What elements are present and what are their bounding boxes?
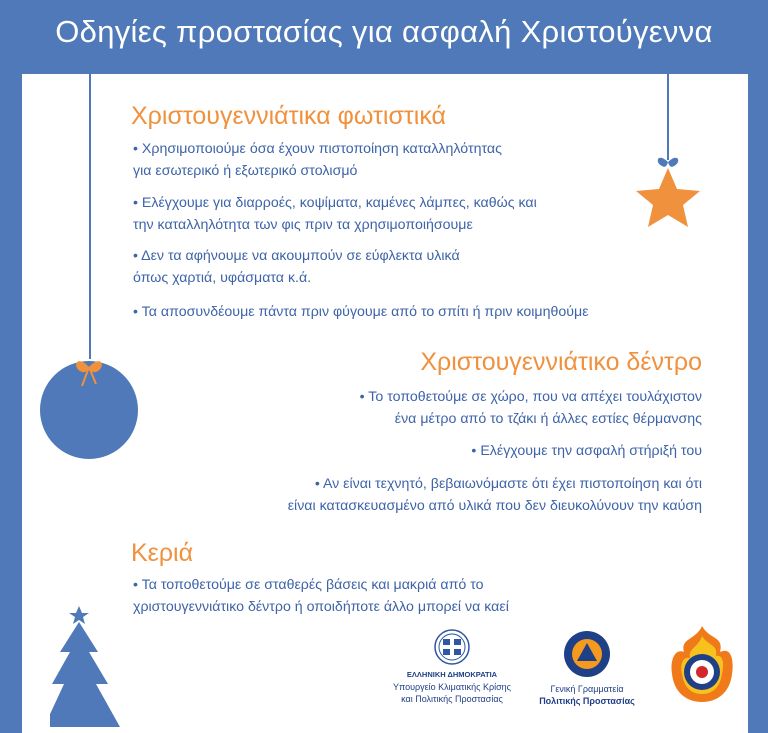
ministry-name: Υπουργείο Κλιματικής Κρίσης και Πολιτικής Προστασίας <box>393 682 511 704</box>
section-heading-lights: Χριστουγεννιάτικα φωτιστικά <box>131 102 446 130</box>
section-heading-candles: Κεριά <box>131 539 194 567</box>
bullet-tree-3: • Αν είναι τεχνητό, βεβαιωνόμαστε ότι έχει πιστοποίηση και ότι είναι κατασκευασμένο από υλικά που δεν διευκολύνουν την καύση <box>287 476 702 514</box>
tree-decoration <box>50 602 130 733</box>
bullet-lights-1: • Χρησιμοποιούμε όσα έχουν πιστοποίηση καταλληλότητας για εσωτερικό ή εξωτερικό στολισμό <box>133 141 502 179</box>
bullet-lights-3: • Δεν τα αφήνουμε να ακουμπούν σε εύφλεκτα υλικά όπως χαρτιά, υφάσματα κ.ά. <box>133 248 460 286</box>
section-heading-tree: Χριστουγεννιάτικο δέντρο <box>420 348 702 376</box>
page-title: Οδηγίες προστασίας για ασφαλή Χριστούγεννα <box>55 14 713 49</box>
bullet-tree-2: • Ελέγχουμε την ασφαλή στήριξή του <box>471 443 702 459</box>
hellenic-republic-title: ΕΛΛΗΝΙΚΗ ΔΗΜΟΚΡΑΤΙΑ <box>406 670 498 679</box>
bullet-lights-4: • Τα αποσυνδέουμε πάντα πριν φύγουμε από το σπίτι ή πριν κοιμηθούμε <box>133 304 589 320</box>
content-panel <box>22 74 748 733</box>
civil-protection-emblem-icon <box>562 629 612 679</box>
civil-protection-line1: Γενική Γραμματεία <box>550 684 624 694</box>
bullet-lights-2: • Ελέγχουμε για διαρροές, κοψίματα, καμένες λάμπες, καθώς και την καταλληλότητα των φις πριν τα χρησιμοποιήσουμε <box>133 195 537 233</box>
bullet-tree-1: • Το τοποθετούμε σε χώρο, που να απέχει τουλάχιστον ένα μέτρο από το τζάκι ή άλλες εστίες θέρμανσης <box>359 389 702 427</box>
star-ornament-decoration <box>622 74 732 244</box>
civil-protection-line2: Πολιτικής Προστασίας <box>539 696 635 706</box>
hellenic-republic-emblem-icon <box>430 627 474 667</box>
bullet-candles-1: • Τα τοποθετούμε σε σταθερές βάσεις και μακριά από το χριστουγεννιάτικο δέντρο ή οποιδήποτε άλλο μπορεί να καεί <box>133 577 509 615</box>
fire-service-emblem-icon <box>662 622 742 706</box>
